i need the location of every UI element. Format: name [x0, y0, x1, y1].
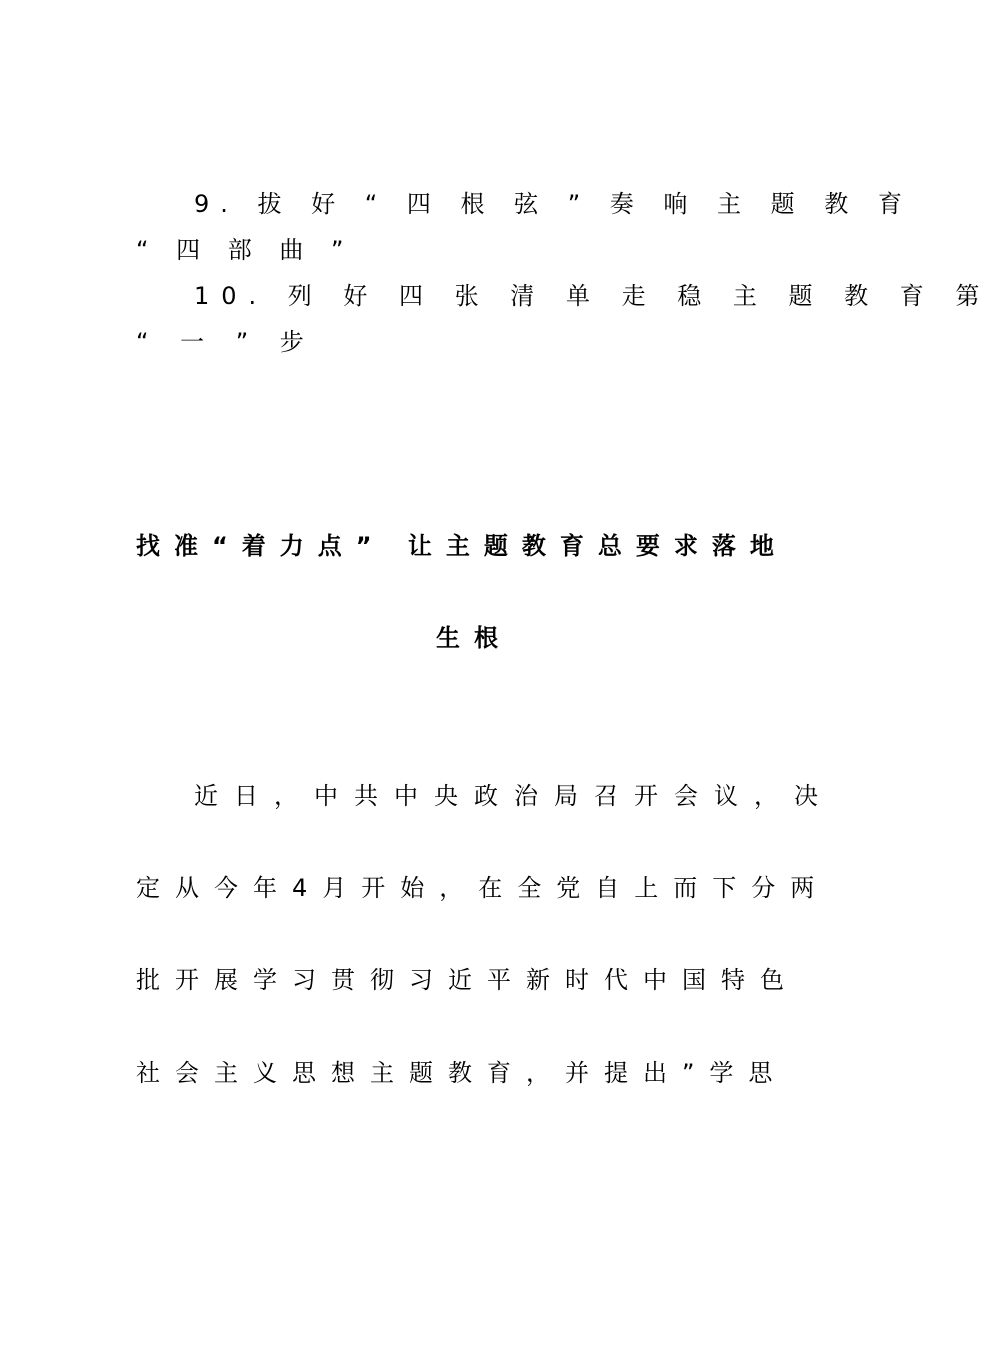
toc-item-9-line-2: “ 四 部 曲 ” [136, 236, 354, 264]
article-title-line-2: 生根 [436, 624, 512, 652]
body-line-2: 定从今年4月开始，在全党自上而下分两 [136, 874, 830, 902]
body-line-4: 社会主义思想主题教育，并提出”学思 [136, 1059, 788, 1087]
toc-item-10-line-2: “ 一 ” 步 [136, 328, 316, 356]
article-title-line-1: 找准“着力点” 让主题教育总要求落地 [136, 532, 788, 560]
toc-item-9-line-1: 9. 拔 好 “ 四 根 弦 ” 奏 响 主 题 教 育 [194, 190, 913, 218]
toc-item-10-line-1: 10. 列 好 四 张 清 单 走 稳 主 题 教 育 第 [194, 282, 991, 310]
body-line-3: 批开展学习贯彻习近平新时代中国特色 [136, 966, 799, 994]
body-line-1: 近日，中共中央政治局召开会议，决 [194, 782, 834, 810]
